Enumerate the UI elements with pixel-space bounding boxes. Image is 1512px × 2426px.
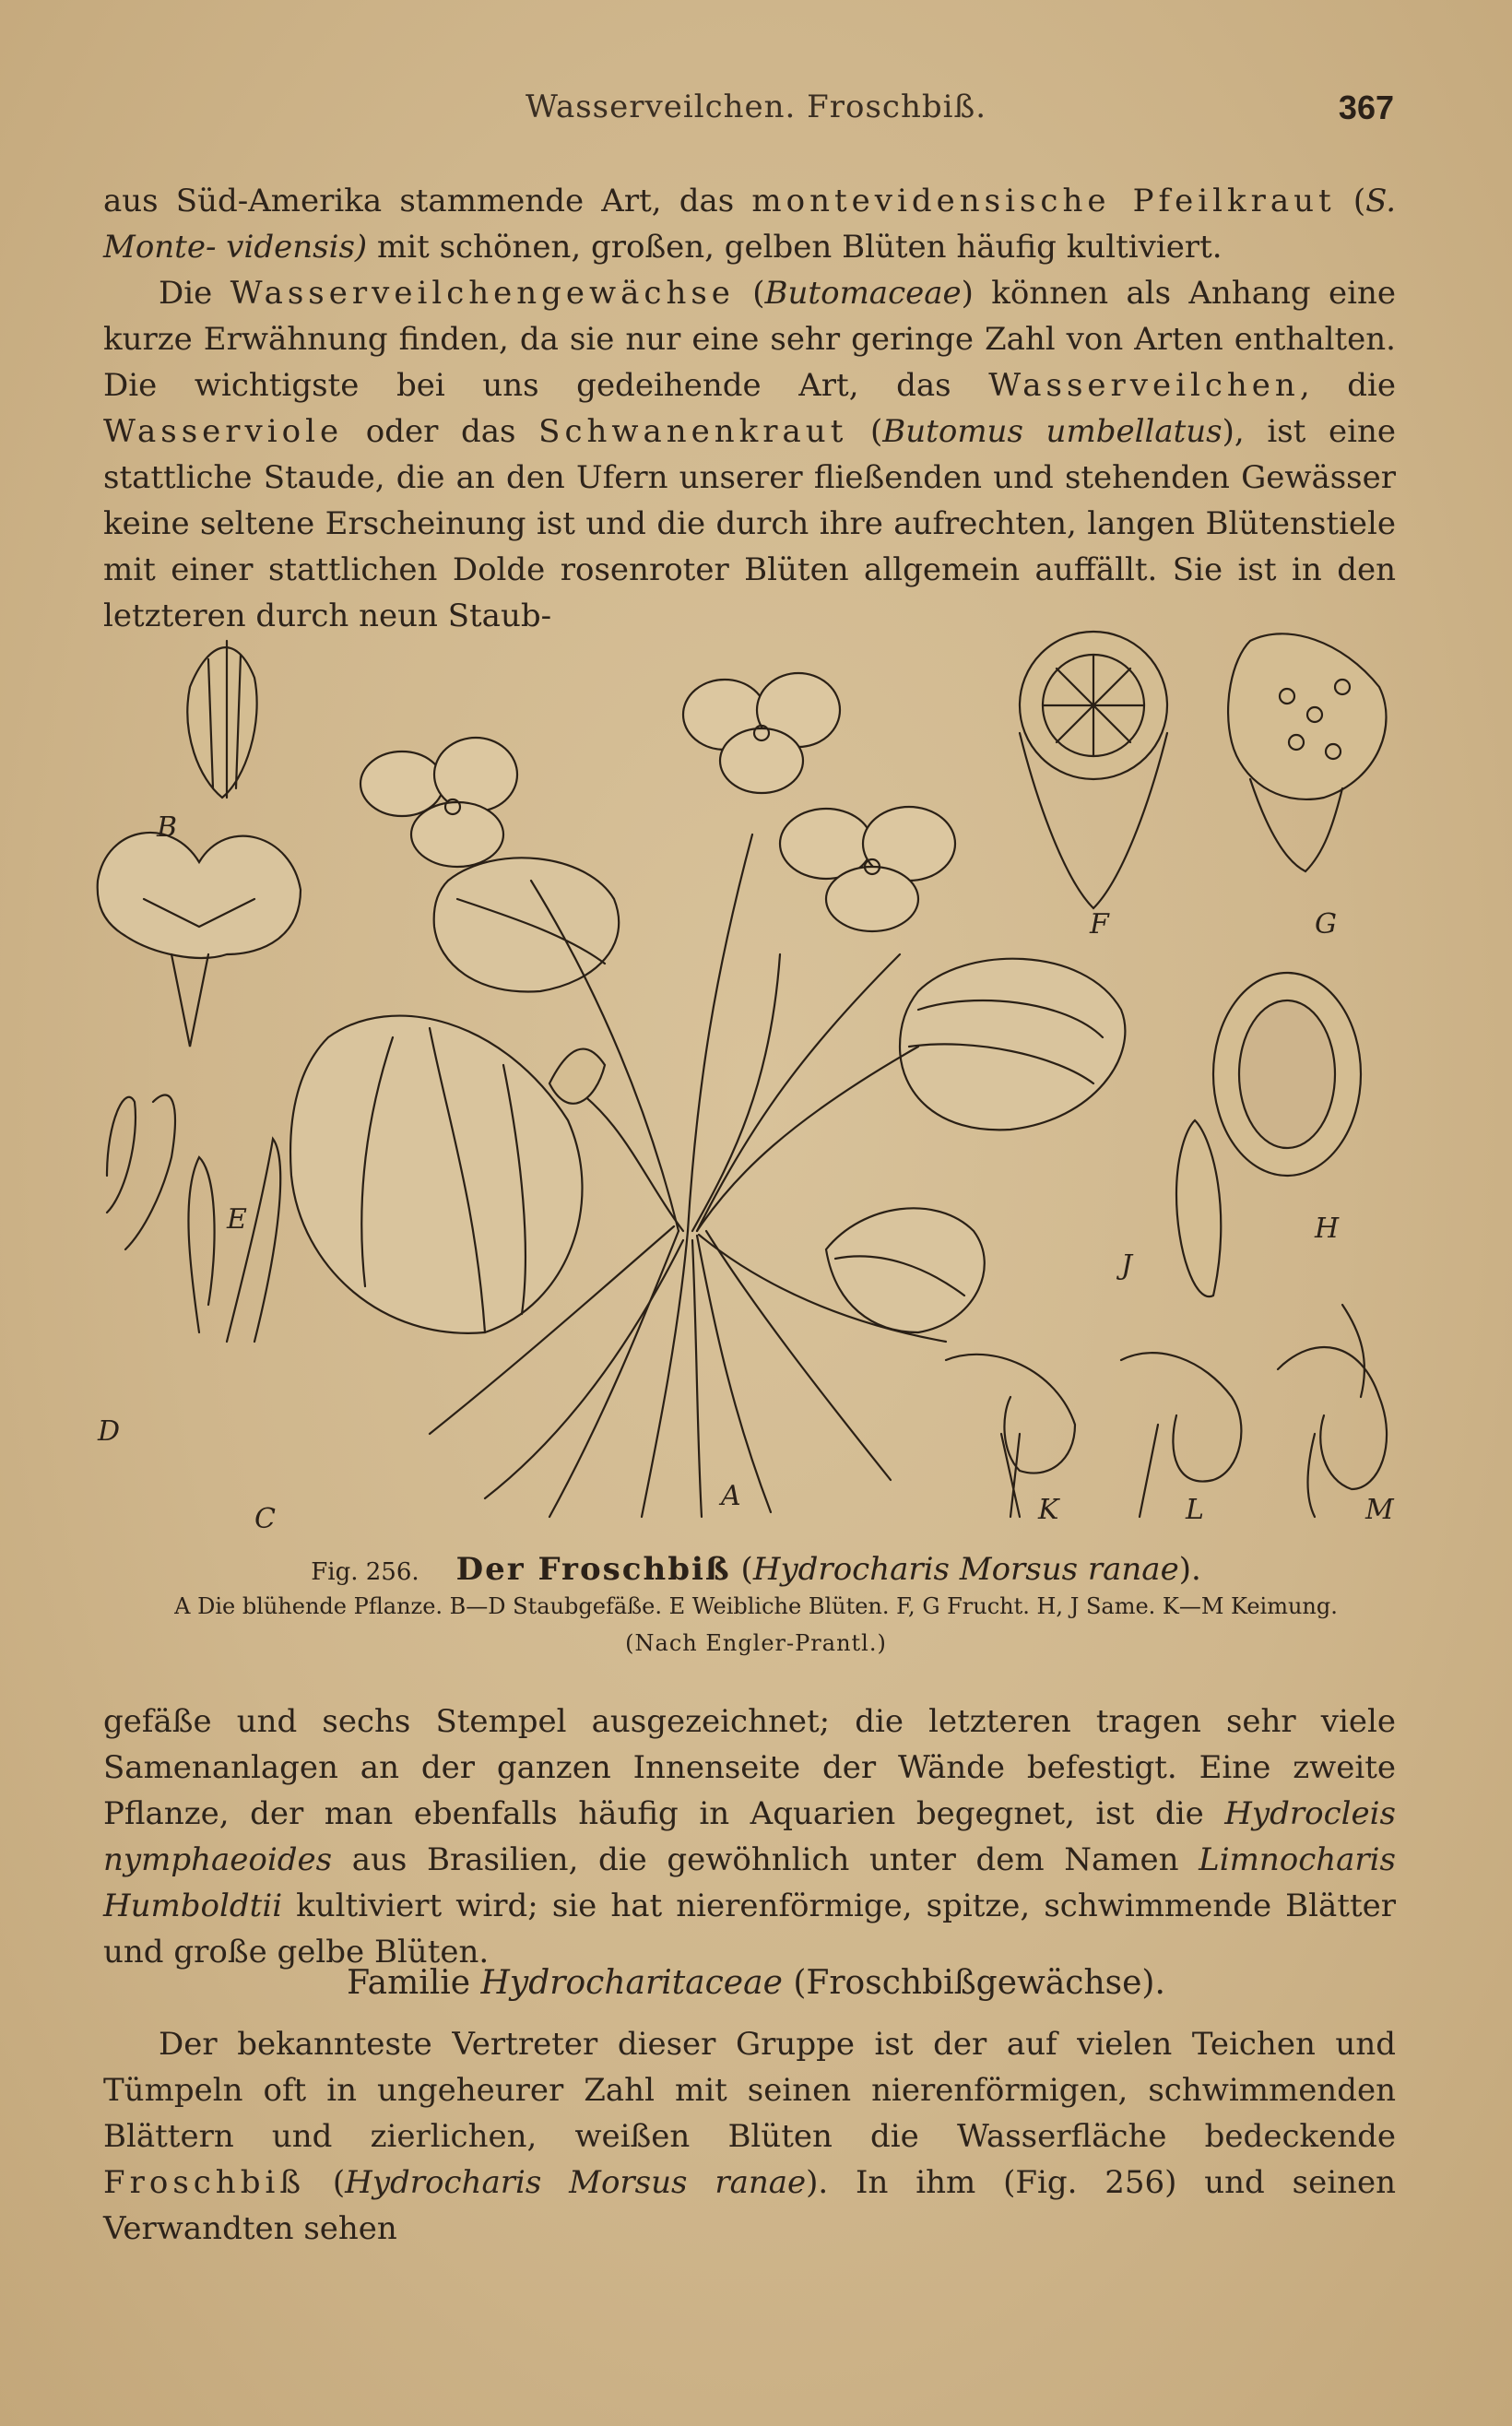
- label-l: L: [1186, 1494, 1204, 1526]
- section-prefix: Familie: [347, 1964, 481, 2002]
- detail-g-drawing: [1228, 633, 1386, 871]
- p2-text-e: oder das: [343, 413, 539, 450]
- figure-legend: A Die blühende Pflanze. B—D Staubgefäße. E Weibliche Blüten. F, G Frucht. H, J Same. K—M Keimung.: [174, 1593, 1338, 1619]
- page-number: 367: [1338, 89, 1394, 126]
- p1-latin-b: vidensis): [226, 229, 368, 266]
- p3-latin-1: Hydrocleis nymphaeoides: [103, 1795, 1396, 1878]
- p4-text-a: Der bekannteste Vertreter dieser Gruppe ist der auf vielen Teichen und Tümpeln oft in ungeheurer Zahl mit seinen nierenförmigen, schwimmenden Blättern und zierlichen, weißen Blüten die Wasserfläche bedeckende: [103, 2026, 1396, 2155]
- p3-text-c: kultiviert wird; sie hat nierenförmige, spitze, schwimmende Blätter und große gelbe Blüten.: [103, 1888, 1396, 1970]
- paragraph-3: [103, 1698, 1396, 1975]
- label-g: G: [1315, 908, 1337, 941]
- label-c: C: [254, 1503, 276, 1535]
- figure-caption-title: [0, 1551, 1512, 1588]
- paragraph-2: [103, 270, 1396, 639]
- detail-e-drawing: [98, 833, 301, 1047]
- section-latin: Hydrocharitaceae: [480, 1964, 783, 2002]
- frogbit-illustration: [89, 604, 1425, 1554]
- label-m: M: [1365, 1494, 1394, 1526]
- p4-spaced: Froschbiß: [103, 2164, 306, 2201]
- section-suffix: (Froschbißgewächse).: [782, 1964, 1165, 2002]
- p3-latin-2: Limnocharis Humboldtii: [103, 1841, 1396, 1924]
- detail-b-drawing: [187, 641, 256, 798]
- p4-latin: Hydrocharis Morsus ranae: [345, 2164, 807, 2201]
- section-heading: [0, 1964, 1512, 2002]
- p2-latin-1: Butomaceae: [764, 275, 962, 312]
- label-b: B: [157, 811, 178, 844]
- label-e: E: [227, 1203, 247, 1236]
- p1-paren: (: [1335, 183, 1366, 219]
- paragraph-4: [103, 2021, 1396, 2252]
- label-f: F: [1090, 908, 1109, 941]
- caption-title: Der Froschbiß: [455, 1551, 731, 1588]
- p2-text-a: Die: [159, 275, 230, 312]
- p2-spaced-1: Wasserveilchengewächse: [230, 275, 735, 312]
- p3-text-a: gefäße und sechs Stempel ausgezeichnet; die letzteren tragen sehr viele Samenanlagen an der ganzen Innenseite der Wände befestigt. Eine zweite Pflanze, der man ebenfalls häufig in Aquarien begegnet, ist die: [103, 1703, 1396, 1832]
- p1-spaced-term: montevidensische Pfeilkraut: [751, 183, 1336, 219]
- label-k: K: [1038, 1494, 1059, 1526]
- paragraph-1: [103, 178, 1396, 270]
- label-d: D: [98, 1415, 121, 1448]
- p2-text-g: ), ist eine stattliche Staude, die an den Ufern unserer fließenden und stehenden Gewässer keine seltene Erscheinung ist und die durch ihre aufrechten, langen Blütenstiele mit einer stattlichen Dolde rosenroter Blüten allgemein auffällt. Sie ist in den letzteren durch neun Staub-: [103, 413, 1396, 634]
- caption-latin: Hydrocharis Morsus ranae: [752, 1551, 1179, 1588]
- label-h: H: [1315, 1213, 1340, 1245]
- figure-number: Fig. 256.: [311, 1558, 419, 1586]
- detail-f-drawing: [1020, 632, 1167, 908]
- p2-text-d: , die: [1299, 367, 1396, 404]
- detail-klm-drawing: [946, 1305, 1387, 1517]
- label-a: A: [721, 1480, 741, 1512]
- running-title: Wasserveilchen. Froschbiß.: [525, 89, 987, 125]
- running-head: [0, 89, 1512, 135]
- p2-spaced-2: Wasserveilchen: [988, 367, 1300, 404]
- p1-text-b: mit schönen, großen, gelben Blüten häufig kultiviert.: [367, 229, 1223, 266]
- p2-spaced-3: Wasserviole: [103, 413, 344, 450]
- figure-256: [89, 604, 1425, 1554]
- caption-paren-close: ).: [1178, 1551, 1201, 1588]
- p4-text-c: ). In ihm (Fig. 256) und seinen Verwandten sehen: [103, 2164, 1396, 2247]
- p2-spaced-4: Schwanenkraut: [538, 413, 848, 450]
- p2-text-c: ) können als Anhang eine kurze Erwähnung finden, da sie nur eine sehr geringe Zahl von Arten enthalten. Die wichtigste bei uns gedeihende Art, das: [103, 275, 1397, 404]
- p2-latin-2: Butomus umbellatus: [882, 413, 1223, 450]
- detail-cd-drawing: [107, 1095, 280, 1343]
- p1-text-a: aus Süd-Amerika stammende Art, das: [103, 183, 752, 219]
- p3-text-b: aus Brasilien, die gewöhnlich unter dem Namen: [332, 1841, 1199, 1878]
- p4-text-b: (: [305, 2164, 346, 2201]
- p2-text-b: (: [734, 275, 765, 312]
- detail-h-drawing: [1213, 973, 1361, 1176]
- plant-a-drawing: [290, 673, 1125, 1517]
- label-j: J: [1121, 1249, 1133, 1282]
- detail-j-drawing: [1176, 1120, 1221, 1296]
- p2-text-f: (: [847, 413, 883, 450]
- p1-latin-a: S. Monte-: [103, 183, 1396, 266]
- caption-paren-open: (: [730, 1551, 753, 1588]
- figure-source: (Nach Engler-Prantl.): [625, 1630, 887, 1656]
